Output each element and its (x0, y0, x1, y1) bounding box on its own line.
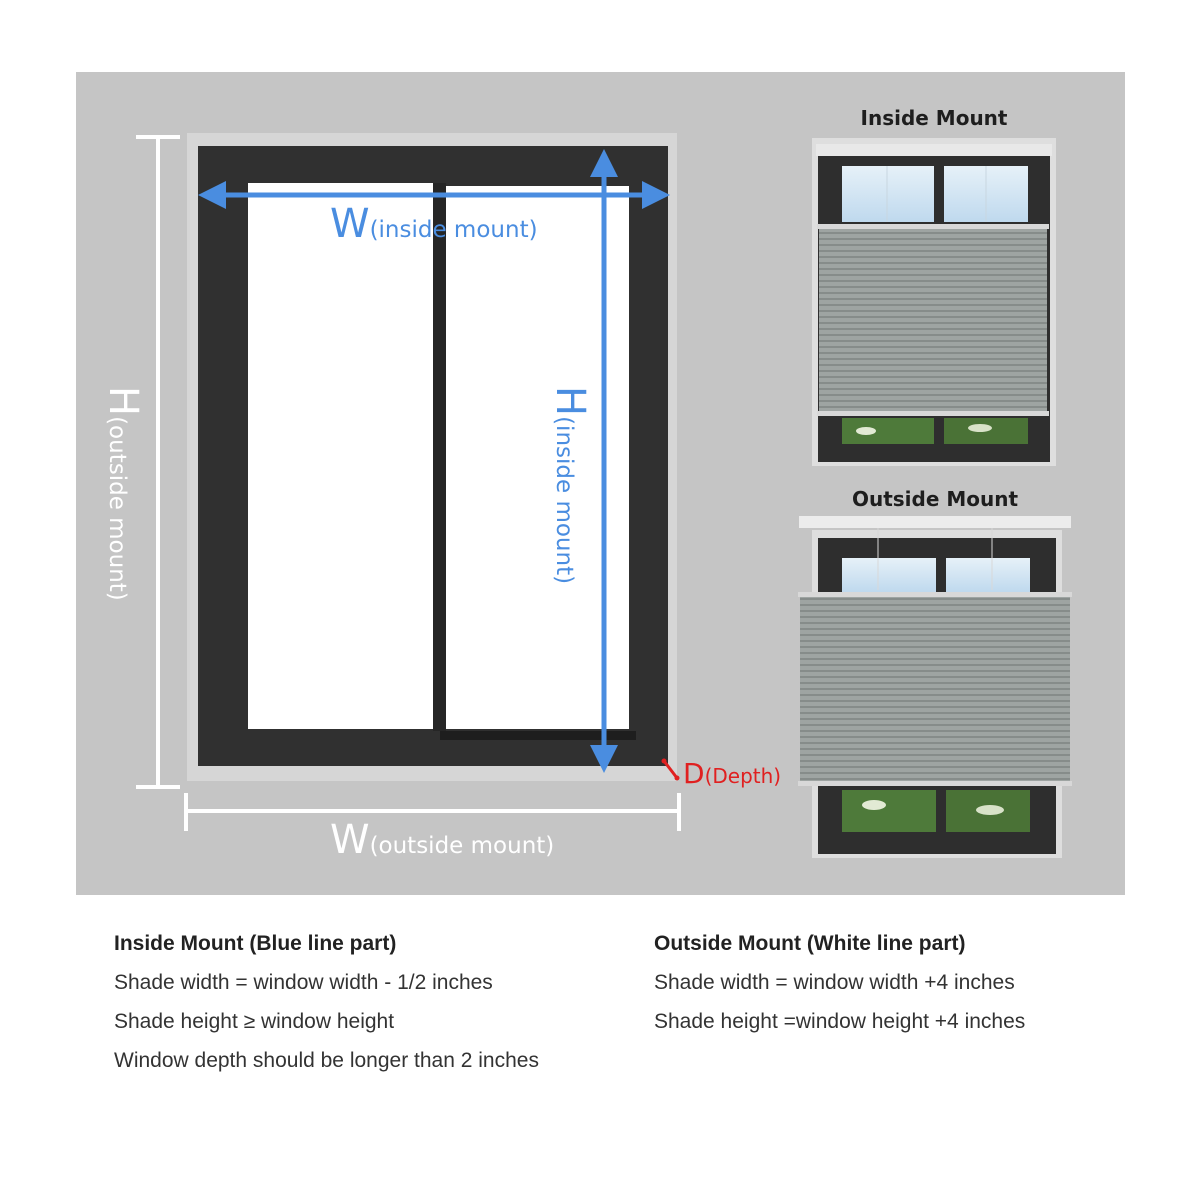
w-outside-letter: W (330, 817, 370, 863)
h-inside-letter: H (547, 386, 593, 417)
inside-note-width: Shade width = window width - 1/2 inches (114, 971, 493, 994)
depth-letter: D (683, 757, 705, 790)
window-mullion (433, 183, 446, 731)
inside-notes-heading: Inside Mount (Blue line part) (114, 932, 397, 955)
h-outside-letter: H (100, 386, 146, 417)
window-glass-left (248, 183, 433, 729)
outside-example-sky-left (842, 558, 936, 592)
inside-example-view-left (842, 418, 934, 444)
outside-width-line (186, 793, 679, 831)
inside-mount-notes (114, 930, 634, 1086)
outside-notes-heading: Outside Mount (White line part) (654, 932, 966, 955)
inside-example-title: Inside Mount (860, 106, 1008, 130)
depth-sub: (Depth) (704, 764, 782, 788)
outside-mount-notes (654, 930, 1134, 1047)
depth-label (683, 757, 781, 790)
outside-example-shade (800, 596, 1070, 782)
outside-example-headrail (799, 516, 1071, 528)
inside-mount-example (812, 138, 1056, 466)
inside-example-headrail (816, 144, 1052, 156)
window-sill-shadow (440, 731, 636, 740)
w-inside-sub: (inside mount) (369, 217, 538, 243)
inside-example-shade (819, 226, 1047, 412)
outside-note-width: Shade width = window width +4 inches (654, 971, 1015, 994)
outside-example-title: Outside Mount (851, 487, 1019, 511)
h-outside-label (100, 386, 146, 601)
inside-note-depth: Window depth should be longer than 2 inches (114, 1049, 539, 1072)
inside-note-height: Shade height ≥ window height (114, 1010, 395, 1033)
outside-height-line (136, 137, 180, 787)
outside-example-view-left (842, 790, 936, 832)
h-outside-sub: (outside mount) (104, 416, 130, 601)
inside-example-sky-left (842, 166, 934, 222)
w-outside-sub: (outside mount) (369, 833, 555, 859)
w-outside-label (330, 817, 554, 863)
outside-mount-example (798, 516, 1072, 858)
outside-example-sky-right (946, 558, 1030, 592)
h-inside-sub: (inside mount) (551, 416, 577, 585)
w-inside-letter: W (330, 201, 370, 247)
outside-note-height: Shade height =window height +4 inches (654, 1010, 1026, 1033)
